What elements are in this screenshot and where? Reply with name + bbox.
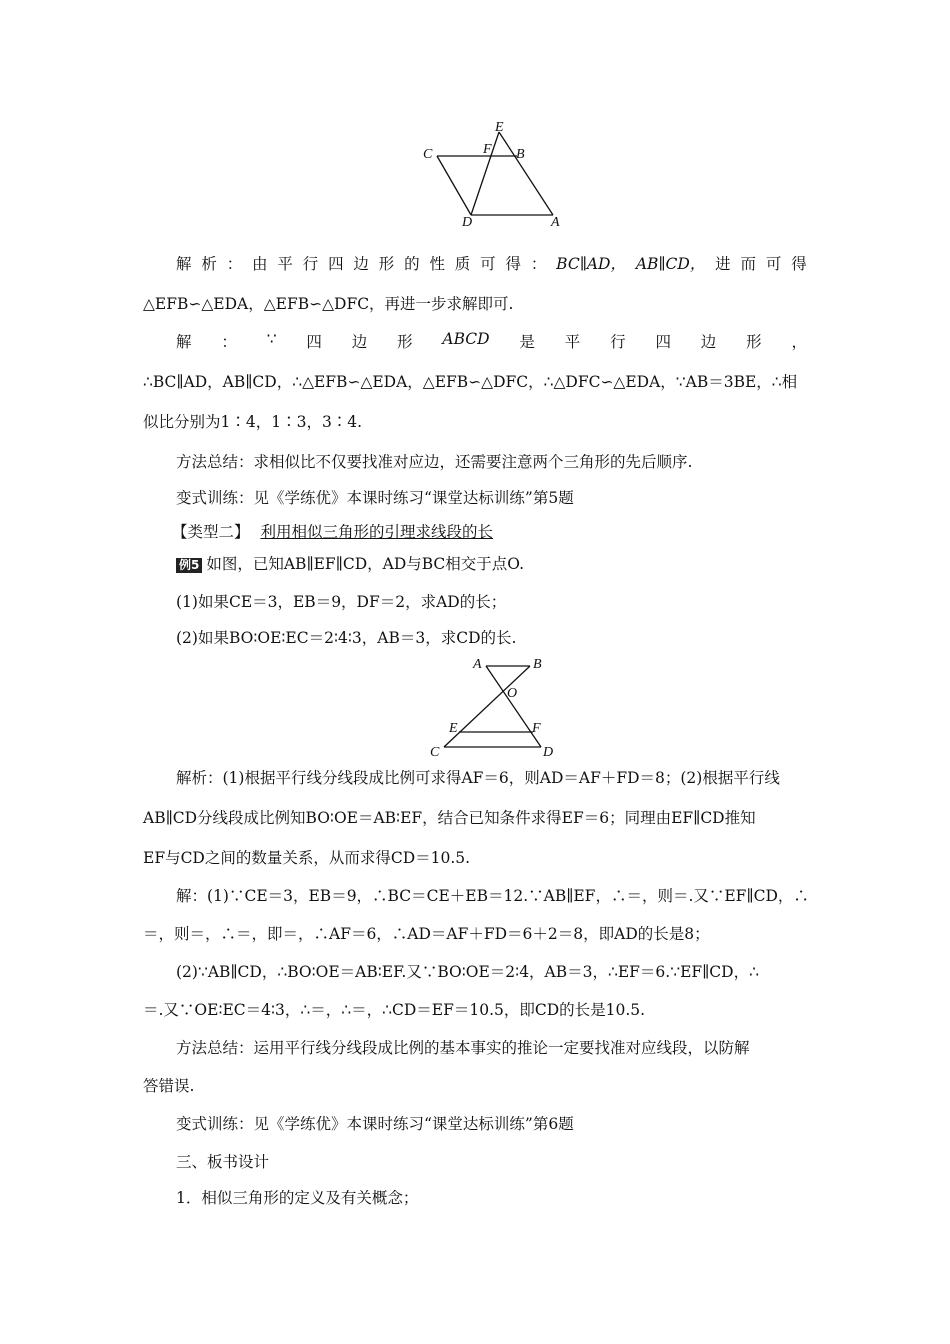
example5-q2: (2)如果BO∶OE∶EC＝2∶4∶3，AB＝3，求CD的长.: [176, 629, 517, 647]
analysis2-line1: 解析：(1)根据平行线分线段成比例可求得AF＝6，则AD＝AF＋FD＝8；(2)根据平行线: [176, 769, 780, 787]
method-summary-1: 方法总结：求相似比不仅要找准对应边，还需要注意两个三角形的先后顺序.: [176, 453, 693, 471]
label-A: A: [551, 215, 560, 230]
section-heading-3: 三、板书设计: [176, 1153, 270, 1171]
segment-EA: [499, 132, 553, 215]
solution2-line2: ＝，则＝，∴＝，即＝，∴AF＝6，∴AD＝AF＋FD＝6＋2＝8，即AD的长是8；: [143, 925, 710, 943]
example5-q1: (1)如果CE＝3，EB＝9，DF＝2，求AD的长；: [176, 593, 507, 611]
label-C: C: [430, 745, 440, 760]
label-O: O: [507, 686, 518, 701]
label-E: E: [495, 120, 504, 135]
practice-note-1: 变式训练：见《学练优》本课时练习“课堂达标训练”第5题: [176, 489, 574, 507]
solution2-line1: 解：(1)∵CE＝3，EB＝9，∴BC＝CE＋EB＝12.∵AB∥EF，∴＝，则＝.又∵EF∥CD，∴: [176, 887, 809, 905]
type2-heading: [172, 520, 493, 542]
method-summary-2-line2: 答错误.: [143, 1077, 195, 1095]
label-D: D: [462, 215, 473, 230]
label-B: B: [516, 147, 525, 162]
label-B: B: [533, 657, 542, 672]
analysis2-line3: EF与CD之间的数量关系，从而求得CD＝10.5.: [143, 849, 471, 867]
type2-bracket: 【类型二】: [172, 523, 250, 541]
solution1-line1: 解 ： ∵ 四 边 形 ABCD 是 平 行 四 边 形 ，: [176, 330, 807, 351]
label-F: F: [532, 721, 541, 736]
practice-note-2: 变式训练：见《学练优》本课时练习“课堂达标训练”第6题: [176, 1115, 574, 1133]
label-A: A: [473, 657, 482, 672]
segment-CD: [437, 156, 471, 215]
label-D: D: [543, 745, 554, 760]
analysis1-line1: 解 析 ： 由 平 行 四 边 形 的 性 质 可 得 ： BC∥AD， AB∥CD， 进 而 可 得: [176, 255, 807, 273]
solution1-line2: ∴BC∥AD，AB∥CD，∴△EFB∽△EDA，△EFB∽△DFC，∴△DFC∽△EDA，∵AB＝3BE，∴相: [143, 373, 798, 391]
label-C: C: [423, 147, 433, 162]
type2-title: 利用相似三角形的引理求线段的长: [260, 523, 493, 541]
solution2-line4: ＝.又∵OE∶EC＝4∶3，∴＝，∴＝，∴CD＝EF＝10.5，即CD的长是10.5.: [143, 1001, 646, 1019]
figure-parallelogram: [415, 118, 575, 230]
analysis2-line2: AB∥CD分线段成比例知BO∶OE＝AB∶EF，结合已知条件求得EF＝6；同理由EF∥CD推知: [143, 809, 756, 827]
solution2-line3: (2)∵AB∥CD，∴BO∶OE＝AB∶EF.又∵BO∶OE＝2∶4，AB＝3，∴EF＝6.∵EF∥CD，∴: [176, 963, 759, 981]
label-E: E: [449, 721, 458, 736]
board-item-1: 1．相似三角形的定义及有关概念；: [176, 1189, 419, 1207]
example-badge: 例5: [176, 558, 202, 573]
analysis1-line2: △EFB∽△EDA，△EFB∽△DFC，再进一步求解即可.: [143, 295, 514, 313]
figure-hourglass: [420, 654, 560, 764]
label-F: F: [483, 142, 492, 157]
example5-statement: 例5 如图，已知AB∥EF∥CD，AD与BC相交于点O.: [176, 552, 524, 574]
solution1-line3: 似比分别为1∶4，1∶3，3∶4.: [143, 413, 363, 431]
method-summary-2-line1: 方法总结：运用平行线分线段成比例的基本事实的推论一定要找准对应线段，以防解: [176, 1039, 750, 1057]
